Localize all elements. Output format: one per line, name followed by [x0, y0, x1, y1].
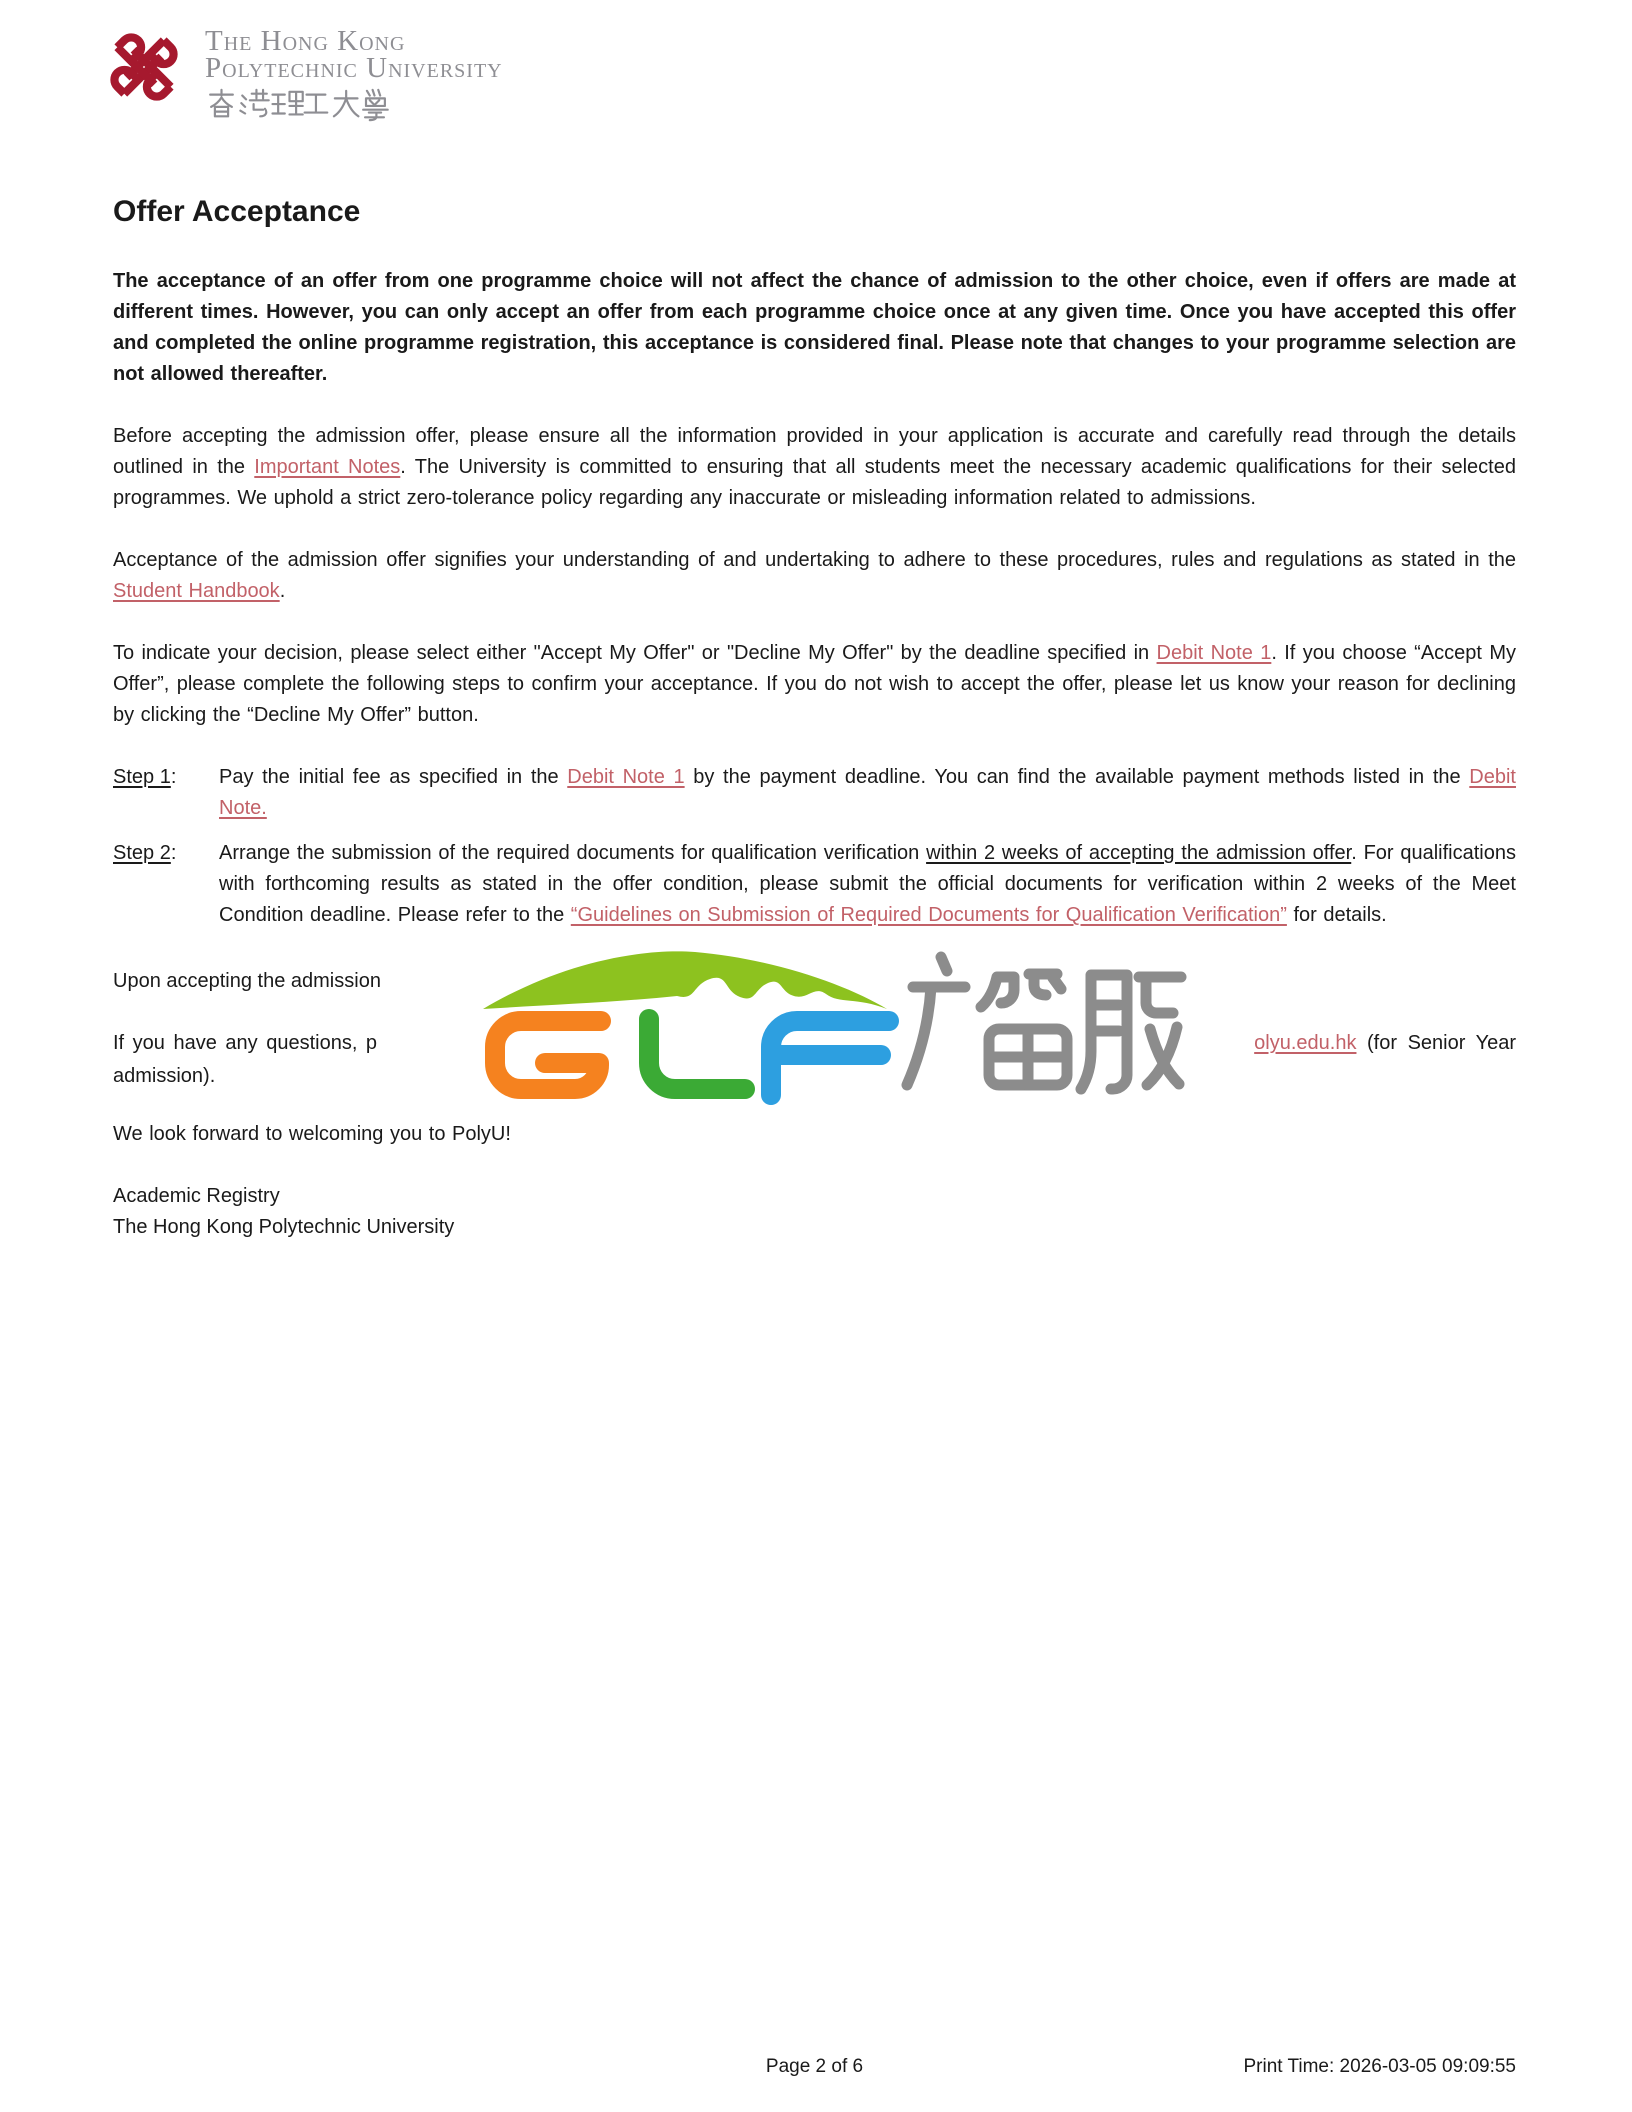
university-name-chinese: [205, 88, 391, 122]
paragraph-before-accepting: [113, 421, 1516, 514]
step-2-label: [113, 838, 219, 931]
step-2-item: [113, 838, 1516, 931]
university-name-line1: The Hong Kong: [205, 25, 406, 57]
text-run: within 2 weeks of accepting the admission offer: [926, 842, 1352, 864]
text-run: Pay the initial fee as specified in the: [219, 766, 568, 788]
fragment-admission: admission).: [113, 1065, 216, 1087]
text-run: Step 1: [113, 766, 171, 788]
text-run: To indicate your decision, please select either "Accept My Offer" or "Decline My Offer" by the deadline specified in: [113, 642, 1157, 664]
text-run: . The University is committed to ensuring that all students meet the necessary academic qualifications for their selected programmes. We uphold a strict zero-tolerance policy regarding any inaccurate or misleading information related to admissions.: [113, 456, 1516, 509]
print-time: Print Time: 2026-03-05 09:09:55: [1243, 2056, 1516, 2077]
debit-note-1-link[interactable]: Debit Note 1: [567, 766, 685, 788]
debit-note-1-link[interactable]: Debit Note 1: [1156, 642, 1272, 664]
page-indicator: Page 2 of 6: [765, 2056, 864, 2077]
step-2-text: [219, 838, 1516, 931]
text-run: Acceptance of the admission offer signifies your understanding of and undertaking to adhere to these procedures, rules and regulations as stated in the: [113, 549, 1516, 571]
important-notes-link[interactable]: Important Notes: [254, 456, 401, 478]
text-run: (for Senior Year: [1356, 1032, 1516, 1054]
text-run: :: [170, 842, 177, 864]
watermarked-section: [113, 966, 1516, 1119]
guidelines-link[interactable]: “Guidelines on Submission of Required Documents for Qualification Verification”: [570, 904, 1287, 926]
closing-line: We look forward to welcoming you to PolyU!: [113, 1123, 511, 1145]
text-run: .: [279, 580, 286, 602]
text-run: . For qualifications with forthcoming results as stated in the offer condition, please submit the official documents for verification within 2 weeks of the Meet Condition deadline. Please refer to the: [219, 842, 1516, 926]
text-run: . If you choose “Accept My Offer”, please complete the following steps to confirm your acceptance. If you do not wish to accept the offer, please let us know your reason for declining by clicking the “Decline My Offer” button.: [113, 642, 1516, 726]
university-logo: [103, 22, 503, 122]
university-name: [205, 22, 503, 122]
text-run: :: [170, 766, 177, 788]
text-run: Before accepting the admission offer, please ensure all the information provided in your application is accurate and carefully read through the details outlined in the: [113, 425, 1516, 478]
text-run: Arrange the submission of the required documents for qualification verification: [219, 842, 927, 864]
page-title: Offer Acceptance: [113, 195, 361, 228]
step-1-text: [219, 762, 1516, 824]
debit-note-link[interactable]: Debit Note.: [219, 766, 1516, 819]
fragment-upon-accepting: Upon accepting the admission: [113, 970, 381, 992]
signature-block: [113, 1181, 1516, 1243]
signature-line-1: Academic Registry: [113, 1185, 280, 1207]
text-run: for details.: [1286, 904, 1387, 926]
text-run: Step 2: [113, 842, 171, 864]
university-name-line2: Polytechnic University: [205, 52, 503, 84]
fragment-questions: If you have any questions, p: [113, 1032, 378, 1054]
paragraph-acceptance-policy: The acceptance of an offer from one programme choice will not affect the chance of admission to the other choice, even if offers are made at different times. However, you can only accept an offer from each programme choice once at any given time. Once you have accepted this offer and completed the online programme registration, this acceptance is considered final. Please note that changes to your programme selection are not allowed thereafter.: [113, 270, 1516, 385]
polyu-email-link[interactable]: olyu.edu.hk: [1254, 1032, 1357, 1054]
polyu-knot-icon: [103, 22, 185, 112]
step-1-item: [113, 762, 1516, 824]
page-footer: [113, 2056, 1516, 2086]
signature-line-2: The Hong Kong Polytechnic University: [113, 1216, 455, 1238]
paragraph-handbook: [113, 545, 1516, 607]
fragment-contact-email: [1254, 1028, 1516, 1059]
step-1-label: [113, 762, 219, 824]
letter-body: [113, 196, 1516, 1243]
glf-watermark-logo: [455, 947, 1192, 1105]
steps-list: [113, 762, 1516, 931]
student-handbook-link[interactable]: Student Handbook: [113, 580, 280, 602]
paragraph-decision: [113, 638, 1516, 731]
text-run: by the payment deadline. You can find the available payment methods listed in the: [684, 766, 1470, 788]
